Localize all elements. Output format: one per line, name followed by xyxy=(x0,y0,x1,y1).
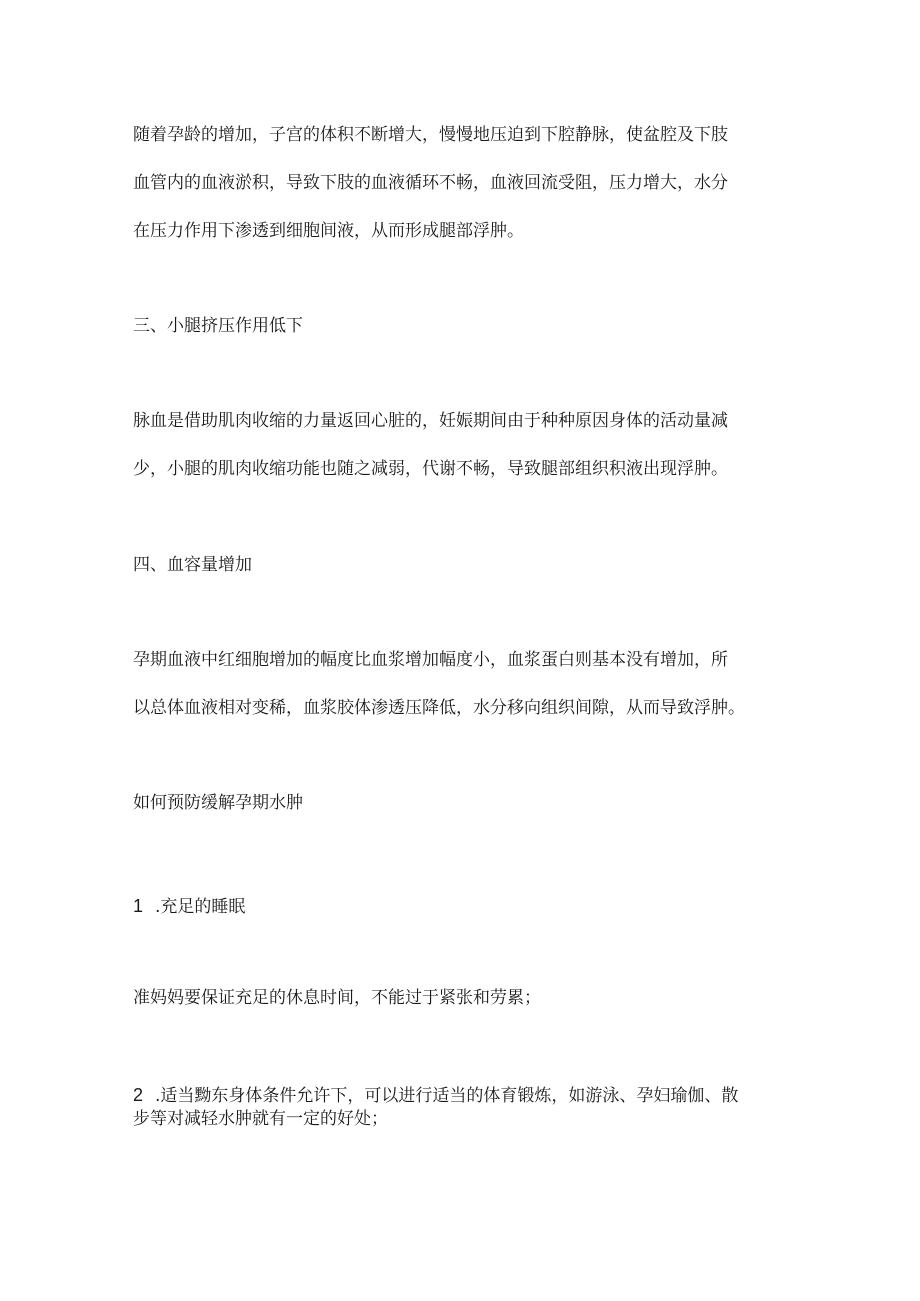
list-item-sleep xyxy=(133,894,245,919)
list-item-number: 1 xyxy=(133,896,144,916)
paragraph-rest: 准妈妈要保证充足的休息时间，不能过于紧张和劳累； xyxy=(133,988,541,1008)
paragraph-line: 少，小腿的肌肉收缩功能也随之减弱，代谢不畅，导致腿部组织积液出现浮肿。 xyxy=(133,459,728,479)
paragraph-blood-volume xyxy=(133,636,803,732)
section-heading-prevention: 如何预防缓解孕期水肿 xyxy=(133,793,303,813)
paragraph-line: 在压力作用下渗透到细胞间液，从而形成腿部浮肿。 xyxy=(133,221,524,241)
list-item-title: .充足的睡眠 xyxy=(155,897,246,917)
paragraph-venous-compression xyxy=(133,111,803,255)
paragraph-calf-muscle xyxy=(133,397,803,493)
section-heading-blood-volume: 四、血容量增加 xyxy=(133,555,252,575)
list-item-exercise xyxy=(133,1071,803,1143)
paragraph-line: 以总体血液相对变稀，血浆胶体渗透压降低，水分移向组织间隙，从而导致浮肿。 xyxy=(133,698,745,718)
list-item-number: 2 xyxy=(133,1085,144,1105)
list-item-text: .适当黝东身体条件允许下，可以进行适当的体育锻炼，如游泳、孕妇瑜伽、散 xyxy=(155,1086,739,1106)
paragraph-line: 孕期血液中红细胞增加的幅度比血浆增加幅度小，血浆蛋白则基本没有增加，所 xyxy=(133,650,728,670)
section-heading-calf: 三、小腿挤压作用低下 xyxy=(133,316,303,336)
paragraph-line: 脉血是借助肌肉收缩的力量返回心脏的，妊娠期间由于种种原因身体的活动量减 xyxy=(133,411,728,431)
paragraph-line xyxy=(133,1071,803,1107)
paragraph-line: 血管内的血液淤积，导致下肢的血液循环不畅，血液回流受阻，压力增大，水分 xyxy=(133,173,728,193)
paragraph-line: 随着孕龄的增加，子宫的体积不断增大，慢慢地压迫到下腔静脉，使盆腔及下肢 xyxy=(133,125,728,145)
paragraph-line: 步等对减轻水肿就有一定的好处； xyxy=(133,1109,388,1129)
